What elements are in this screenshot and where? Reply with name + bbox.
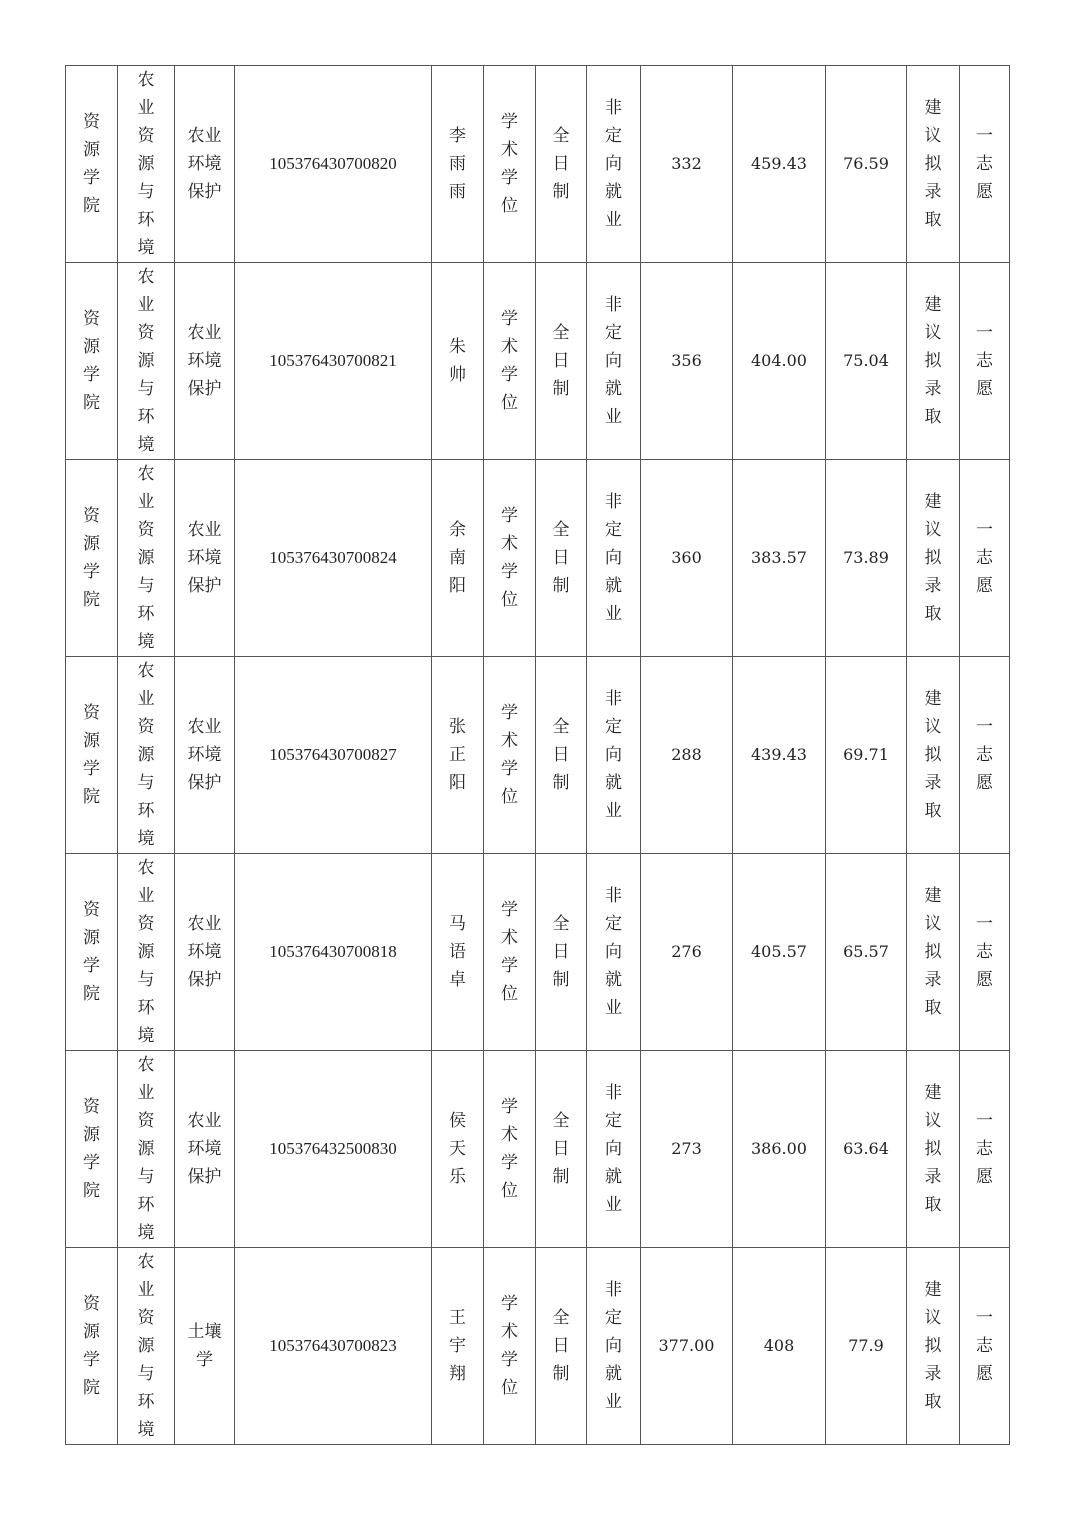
decision-cell: [907, 657, 960, 854]
decision-text: 建议拟录取: [924, 1280, 942, 1412]
decision-text: 建议拟录取: [924, 1083, 942, 1215]
employment-text: 非定向就业: [605, 1280, 622, 1412]
volunteer-cell: [960, 66, 1010, 263]
retest-score-text: 408: [763, 1336, 795, 1355]
exam-id-cell: [235, 263, 432, 460]
volunteer-text: 一志愿: [976, 126, 993, 202]
volunteer-text: 一志愿: [976, 520, 993, 596]
major-text: 农业环境保护: [187, 323, 222, 399]
total-score-cell: [826, 854, 907, 1051]
decision-text: 建议拟录取: [924, 492, 942, 624]
discipline-text: 农业资源与环境: [137, 267, 155, 455]
exam-id-text: 105376430700821: [269, 351, 397, 370]
name-cell: [432, 1248, 484, 1445]
retest-score-text: 439.43: [751, 745, 807, 764]
initial-score-cell: [641, 460, 733, 657]
employment-cell: [587, 657, 641, 854]
name-text: 李雨雨: [449, 126, 466, 202]
college-cell: [66, 657, 118, 854]
decision-text: 建议拟录取: [924, 98, 942, 230]
discipline-cell: [118, 66, 175, 263]
decision-cell: [907, 1051, 960, 1248]
exam-id-cell: [235, 657, 432, 854]
name-text: 朱帅: [449, 337, 466, 385]
major-text: 农业环境保护: [187, 520, 222, 596]
major-cell: [175, 66, 235, 263]
decision-text: 建议拟录取: [924, 295, 942, 427]
employment-cell: [587, 854, 641, 1051]
study-mode-text: 全日制: [552, 1111, 570, 1187]
employment-cell: [587, 66, 641, 263]
employment-text: 非定向就业: [605, 492, 622, 624]
study-mode-cell: [536, 1051, 587, 1248]
initial-score-text: 360: [671, 548, 702, 567]
college-cell: [66, 66, 118, 263]
discipline-text: 农业资源与环境: [137, 1055, 155, 1243]
volunteer-text: 一志愿: [976, 914, 993, 990]
discipline-text: 农业资源与环境: [137, 70, 155, 258]
table-row: [66, 263, 1010, 460]
total-score-cell: [826, 1248, 907, 1445]
volunteer-cell: [960, 657, 1010, 854]
exam-id-cell: [235, 460, 432, 657]
study-mode-text: 全日制: [552, 717, 570, 793]
degree-type-text: 学术学位: [501, 112, 518, 216]
major-text: 农业环境保护: [187, 914, 222, 990]
discipline-cell: [118, 1248, 175, 1445]
exam-id-text: 105376430700824: [269, 548, 397, 567]
major-cell: [175, 854, 235, 1051]
college-text: 资源学院: [83, 703, 100, 807]
exam-id-text: 105376432500830: [269, 1139, 397, 1158]
total-score-text: 69.71: [843, 745, 889, 764]
table-row: [66, 854, 1010, 1051]
name-text: 侯天乐: [449, 1111, 466, 1187]
degree-type-text: 学术学位: [501, 900, 518, 1004]
decision-text: 建议拟录取: [924, 689, 942, 821]
major-cell: [175, 1248, 235, 1445]
major-cell: [175, 460, 235, 657]
name-text: 马语卓: [449, 914, 466, 990]
total-score-cell: [826, 657, 907, 854]
employment-text: 非定向就业: [605, 295, 622, 427]
retest-score-cell: [733, 657, 826, 854]
initial-score-text: 273: [671, 1139, 702, 1158]
exam-id-cell: [235, 1051, 432, 1248]
retest-score-cell: [733, 263, 826, 460]
retest-score-cell: [733, 460, 826, 657]
degree-type-text: 学术学位: [501, 1294, 518, 1398]
name-cell: [432, 1051, 484, 1248]
initial-score-text: 332: [671, 154, 702, 173]
decision-cell: [907, 854, 960, 1051]
major-cell: [175, 657, 235, 854]
initial-score-text: 377.00: [658, 1336, 715, 1355]
table-row: [66, 66, 1010, 263]
college-text: 资源学院: [83, 309, 100, 413]
discipline-cell: [118, 854, 175, 1051]
total-score-text: 73.89: [843, 548, 889, 567]
major-text: 土壤学: [187, 1322, 222, 1370]
employment-cell: [587, 1051, 641, 1248]
initial-score-text: 356: [671, 351, 702, 370]
study-mode-cell: [536, 66, 587, 263]
degree-type-cell: [484, 66, 536, 263]
decision-cell: [907, 460, 960, 657]
table-row: [66, 657, 1010, 854]
major-text: 农业环境保护: [187, 1111, 222, 1187]
employment-text: 非定向就业: [605, 1083, 622, 1215]
initial-score-cell: [641, 854, 733, 1051]
discipline-cell: [118, 657, 175, 854]
employment-text: 非定向就业: [605, 689, 622, 821]
degree-type-text: 学术学位: [501, 506, 518, 610]
degree-type-cell: [484, 1051, 536, 1248]
college-cell: [66, 1051, 118, 1248]
major-text: 农业环境保护: [187, 126, 222, 202]
discipline-text: 农业资源与环境: [137, 1252, 155, 1440]
volunteer-text: 一志愿: [976, 1111, 993, 1187]
employment-cell: [587, 263, 641, 460]
name-text: 张正阳: [449, 717, 466, 793]
degree-type-cell: [484, 1248, 536, 1445]
college-cell: [66, 854, 118, 1051]
initial-score-text: 288: [671, 745, 702, 764]
retest-score-text: 383.57: [751, 548, 807, 567]
discipline-cell: [118, 460, 175, 657]
total-score-cell: [826, 263, 907, 460]
study-mode-cell: [536, 854, 587, 1051]
exam-id-text: 105376430700823: [269, 1336, 397, 1355]
degree-type-text: 学术学位: [501, 703, 518, 807]
degree-type-cell: [484, 854, 536, 1051]
employment-text: 非定向就业: [605, 886, 622, 1018]
employment-cell: [587, 1248, 641, 1445]
study-mode-cell: [536, 460, 587, 657]
name-cell: [432, 657, 484, 854]
table-row: [66, 1248, 1010, 1445]
college-cell: [66, 1248, 118, 1445]
initial-score-cell: [641, 657, 733, 854]
employment-text: 非定向就业: [605, 98, 622, 230]
study-mode-text: 全日制: [552, 323, 570, 399]
decision-cell: [907, 1248, 960, 1445]
volunteer-cell: [960, 854, 1010, 1051]
exam-id-cell: [235, 1248, 432, 1445]
name-cell: [432, 263, 484, 460]
study-mode-text: 全日制: [552, 126, 570, 202]
degree-type-cell: [484, 657, 536, 854]
college-text: 资源学院: [83, 1294, 100, 1398]
study-mode-text: 全日制: [552, 1308, 570, 1384]
study-mode-text: 全日制: [552, 914, 570, 990]
college-cell: [66, 263, 118, 460]
volunteer-cell: [960, 1248, 1010, 1445]
decision-text: 建议拟录取: [924, 886, 942, 1018]
table-row: [66, 1051, 1010, 1248]
initial-score-cell: [641, 1248, 733, 1445]
retest-score-cell: [733, 66, 826, 263]
table-row: [66, 460, 1010, 657]
exam-id-cell: [235, 66, 432, 263]
name-cell: [432, 66, 484, 263]
college-text: 资源学院: [83, 900, 100, 1004]
total-score-text: 65.57: [843, 942, 889, 961]
total-score-text: 63.64: [843, 1139, 889, 1158]
degree-type-cell: [484, 263, 536, 460]
college-text: 资源学院: [83, 112, 100, 216]
discipline-text: 农业资源与环境: [137, 661, 155, 849]
initial-score-text: 276: [671, 942, 702, 961]
retest-score-text: 459.43: [751, 154, 807, 173]
degree-type-text: 学术学位: [501, 1097, 518, 1201]
study-mode-cell: [536, 263, 587, 460]
college-text: 资源学院: [83, 506, 100, 610]
initial-score-cell: [641, 1051, 733, 1248]
study-mode-cell: [536, 1248, 587, 1445]
total-score-text: 77.9: [848, 1336, 884, 1355]
total-score-text: 75.04: [843, 351, 889, 370]
volunteer-text: 一志愿: [976, 1308, 993, 1384]
study-mode-text: 全日制: [552, 520, 570, 596]
decision-cell: [907, 263, 960, 460]
volunteer-text: 一志愿: [976, 717, 993, 793]
major-text: 农业环境保护: [187, 717, 222, 793]
total-score-cell: [826, 1051, 907, 1248]
college-text: 资源学院: [83, 1097, 100, 1201]
initial-score-cell: [641, 263, 733, 460]
decision-cell: [907, 66, 960, 263]
retest-score-cell: [733, 854, 826, 1051]
total-score-cell: [826, 66, 907, 263]
study-mode-cell: [536, 657, 587, 854]
major-cell: [175, 263, 235, 460]
degree-type-text: 学术学位: [501, 309, 518, 413]
volunteer-cell: [960, 1051, 1010, 1248]
name-cell: [432, 460, 484, 657]
volunteer-cell: [960, 263, 1010, 460]
discipline-cell: [118, 1051, 175, 1248]
exam-id-text: 105376430700827: [269, 745, 397, 764]
major-cell: [175, 1051, 235, 1248]
employment-cell: [587, 460, 641, 657]
retest-score-cell: [733, 1051, 826, 1248]
name-cell: [432, 854, 484, 1051]
total-score-text: 76.59: [843, 154, 889, 173]
volunteer-text: 一志愿: [976, 323, 993, 399]
total-score-cell: [826, 460, 907, 657]
discipline-text: 农业资源与环境: [137, 858, 155, 1046]
name-text: 王宇翔: [449, 1308, 466, 1384]
college-cell: [66, 460, 118, 657]
discipline-text: 农业资源与环境: [137, 464, 155, 652]
volunteer-cell: [960, 460, 1010, 657]
retest-score-text: 405.57: [751, 942, 807, 961]
discipline-cell: [118, 263, 175, 460]
name-text: 余南阳: [449, 520, 466, 596]
initial-score-cell: [641, 66, 733, 263]
exam-id-text: 105376430700818: [269, 942, 397, 961]
exam-id-cell: [235, 854, 432, 1051]
retest-score-cell: [733, 1248, 826, 1445]
exam-id-text: 105376430700820: [269, 154, 397, 173]
retest-score-text: 386.00: [751, 1139, 807, 1158]
retest-score-text: 404.00: [751, 351, 807, 370]
admission-table: [65, 65, 1010, 1445]
degree-type-cell: [484, 460, 536, 657]
